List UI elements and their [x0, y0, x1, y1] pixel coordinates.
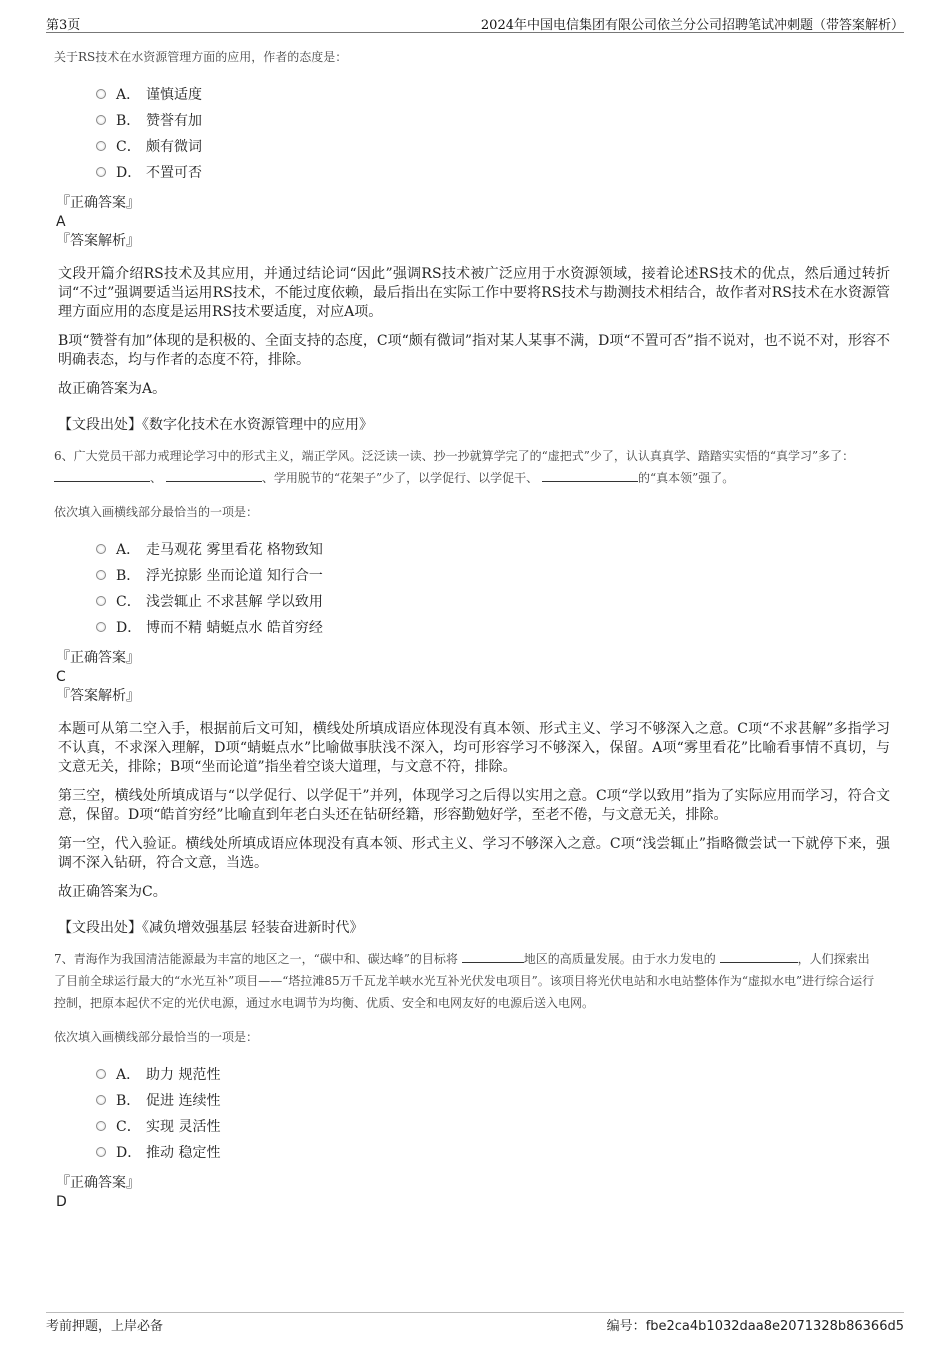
option-a[interactable]	[96, 537, 950, 563]
document-code	[607, 1315, 904, 1334]
explanation-paragraph: 第一空，代入验证。横线处所填成语应体现没有真本领、形式主义、学习不够深入之意。C项“浅尝辄止”指略微尝试一下就停下来，强调不深入钻研，符合文意，当选。	[58, 836, 890, 871]
explanation-label: 『答案解析』	[56, 233, 140, 249]
answer-value: C	[56, 669, 66, 685]
explanation-label: 『答案解析』	[56, 688, 140, 704]
page-header	[46, 14, 904, 33]
option-text: 助力 规范性	[146, 1067, 221, 1083]
option-text: 不置可否	[146, 165, 202, 181]
explanation-paragraph: 本题可从第二空入手，根据前后文可知，横线处所填成语应体现没有真本领、形式主义、学习不够深入之意。C项“不求甚解”多指学习不认真，不求深入理解，D项“蜻蜓点水”比喻做事肤浅不深入，均可形容学习不够深入，保留。A项“雾里看花”比喻看事情不真切，与文意无关，排除；B项“坐而论道”指坐着空谈大道理，与文意不符，排除。	[58, 721, 890, 775]
option-list	[96, 1062, 950, 1166]
option-b[interactable]	[96, 563, 950, 589]
stem-text: 、	[150, 471, 163, 485]
option-b[interactable]	[96, 108, 950, 134]
option-text: 浅尝辄止 不求甚解 学以致用	[146, 594, 323, 610]
option-c[interactable]	[96, 589, 950, 615]
question-prompt: 依次填入画横线部分最恰当的一项是：	[54, 505, 259, 519]
explanation-paragraph: B项“赞誉有加”体现的是积极的、全面支持的态度，C项“颇有微词”指对某人某事不满，D项“不置可否”指不说对，也不说不对，形容不明确表态，均与作者的态度不符，排除。	[58, 333, 890, 368]
option-text: 谨慎适度	[146, 87, 202, 103]
option-letter: D．	[116, 165, 142, 181]
radio-icon[interactable]	[96, 570, 106, 580]
option-d[interactable]	[96, 160, 950, 186]
radio-icon[interactable]	[96, 115, 106, 125]
answer-label: 『正确答案』	[56, 1175, 140, 1191]
fill-blank	[542, 469, 638, 482]
option-letter: C．	[116, 594, 141, 610]
page-number: 第3页	[46, 18, 81, 33]
stem-text: 地区的高质量发展。由于水力发电的	[523, 952, 716, 966]
option-text: 实现 灵活性	[146, 1119, 221, 1135]
explanation-paragraph: 文段开篇介绍RS技术及其应用，并通过结论词“因此”强调RS技术被广泛应用于水资源领域，接着论述RS技术的优点，然后通过转折词“不过”强调要适当运用RS技术，不能过度依赖，最后指出在实际工作中要将RS技术与勘测技术相结合，故作者对RS技术在水资源管理方面应用的态度是运用RS技术要适度，对应A项。	[58, 266, 890, 320]
radio-icon[interactable]	[96, 89, 106, 99]
option-c[interactable]	[96, 1114, 950, 1140]
option-list	[96, 537, 950, 641]
option-letter: A．	[116, 87, 141, 103]
page-footer	[46, 1312, 904, 1337]
code-value: fbe2ca4b1032daa8e2071328b86366d5	[645, 1319, 904, 1334]
question-stem	[54, 445, 880, 489]
option-a[interactable]	[96, 1062, 950, 1088]
option-text: 走马观花 雾里看花 格物致知	[146, 542, 323, 558]
option-letter: D．	[116, 1145, 142, 1161]
explanation-paragraph: 故正确答案为A。	[58, 381, 167, 397]
option-letter: A．	[116, 1067, 141, 1083]
code-label: 编号：	[606, 1319, 646, 1334]
radio-icon[interactable]	[96, 596, 106, 606]
stem-text: 6、广大党员干部力戒理论学习中的形式主义，端正学风。泛泛读一读、抄一抄就算学完了的“虚把式”少了，认认真真学、踏踏实实悟的“真学习”多了：	[54, 449, 855, 463]
radio-icon[interactable]	[96, 544, 106, 554]
option-text: 赞誉有加	[146, 113, 202, 129]
option-list	[96, 82, 950, 186]
fill-blank	[720, 950, 798, 963]
option-b[interactable]	[96, 1088, 950, 1114]
question-7	[0, 948, 950, 1212]
answer-label: 『正确答案』	[56, 650, 140, 666]
question-5	[0, 46, 950, 435]
option-d[interactable]	[96, 1140, 950, 1166]
source-citation: 【文段出处】《减负增效强基层 轻装奋进新时代》	[58, 920, 364, 936]
radio-icon[interactable]	[96, 1121, 106, 1131]
source-citation: 【文段出处】《数字化技术在水资源管理中的应用》	[58, 417, 373, 433]
question-6	[0, 445, 950, 938]
option-text: 博而不精 蜻蜓点水 皓首穷经	[146, 620, 323, 636]
option-letter: B．	[116, 113, 141, 129]
page-content	[0, 46, 950, 1212]
answer-value: A	[56, 214, 66, 230]
answer-label: 『正确答案』	[56, 195, 140, 211]
option-text: 推动 稳定性	[146, 1145, 221, 1161]
option-text: 浮光掠影 坐而论道 知行合一	[146, 568, 323, 584]
explanation-paragraph: 故正确答案为C。	[58, 884, 167, 900]
stem-text: 、学用脱节的“花架子”少了，以学促行、以学促干、	[261, 471, 539, 485]
stem-text: 的“真本领”强了。	[637, 471, 735, 485]
question-stem	[54, 948, 880, 1014]
option-letter: C．	[116, 139, 141, 155]
option-a[interactable]	[96, 82, 950, 108]
footer-slogan: 考前押题，上岸必备	[46, 1319, 164, 1334]
option-text: 颇有微词	[146, 139, 202, 155]
radio-icon[interactable]	[96, 1147, 106, 1157]
answer-value: D	[56, 1194, 67, 1210]
option-letter: A．	[116, 542, 141, 558]
option-c[interactable]	[96, 134, 950, 160]
option-letter: B．	[116, 568, 141, 584]
option-text: 促进 连续性	[146, 1093, 221, 1109]
radio-icon[interactable]	[96, 1095, 106, 1105]
option-letter: B．	[116, 1093, 141, 1109]
stem-text: ，人们探索出了目前全球运行最大的“水光互补”项目——“塔拉滩85万千瓦龙羊峡水光互补光伏发电项目”。该项目将光伏电站和水电站整体作为“虚拟水电”进行综合运行控制，把原本起伏不定的光伏电源，通过水电调节为均衡、优质、安全和电网友好的电源后送入电网。	[54, 952, 875, 1010]
option-letter: D．	[116, 620, 142, 636]
question-prompt: 依次填入画横线部分最恰当的一项是：	[54, 1030, 259, 1044]
fill-blank	[462, 950, 524, 963]
question-stem: 关于RS技术在水资源管理方面的应用，作者的态度是：	[54, 50, 348, 64]
fill-blank	[166, 469, 262, 482]
option-letter: C．	[116, 1119, 141, 1135]
radio-icon[interactable]	[96, 1069, 106, 1079]
radio-icon[interactable]	[96, 141, 106, 151]
radio-icon[interactable]	[96, 167, 106, 177]
explanation-paragraph: 第三空，横线处所填成语与“以学促行、以学促干”并列，体现学习之后得以实用之意。C项“学以致用”指为了实际应用而学习，符合文意，保留。D项“皓首穷经”比喻直到年老白头还在钻研经籍，形容勤勉好学，至老不倦，与文意无关，排除。	[58, 788, 890, 823]
document-title: 2024年中国电信集团有限公司依兰分公司招聘笔试冲刺题（带答案解析）	[480, 18, 904, 33]
radio-icon[interactable]	[96, 622, 106, 632]
option-d[interactable]	[96, 615, 950, 641]
stem-text: 7、青海作为我国清洁能源最为丰富的地区之一，“碳中和、碳达峰”的目标将	[54, 952, 458, 966]
fill-blank	[54, 469, 150, 482]
